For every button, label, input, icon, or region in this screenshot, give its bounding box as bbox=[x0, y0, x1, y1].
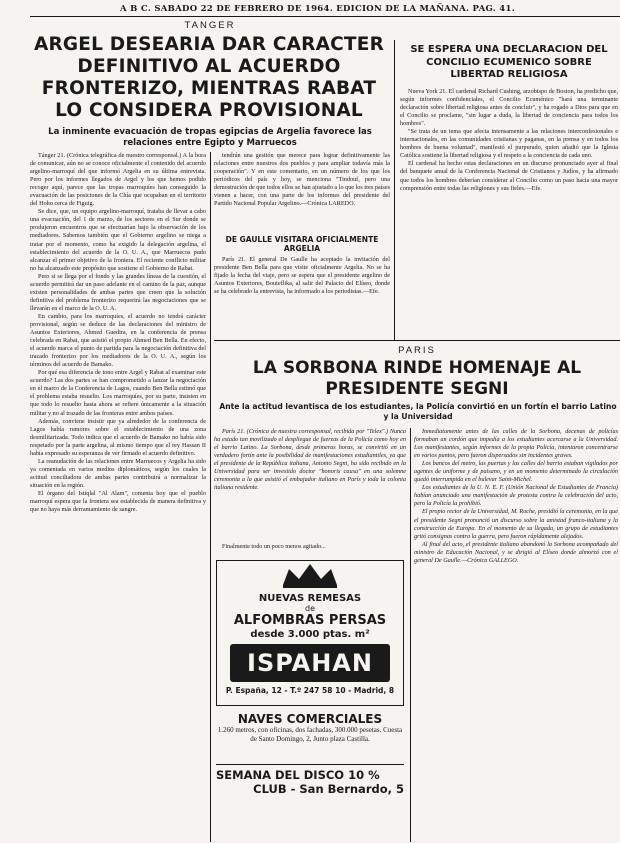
page-folio: A B C. SABADO 22 DE FEBRERO DE 1964. EDICION DE LA MAÑANA. PAG. 41. bbox=[120, 4, 515, 14]
ad-line: NUEVAS REMESAS bbox=[258, 593, 362, 604]
ad-title: ALFOMBRAS PERSAS bbox=[233, 613, 387, 628]
paris-subhead: Ante la actitud levantisca de los estudiantes, la Policía convirtió en un fortín el barrio Latino y la Universidad bbox=[219, 402, 617, 421]
concilio-text bbox=[400, 88, 618, 338]
column-rule bbox=[394, 40, 395, 340]
column-rule bbox=[410, 428, 411, 842]
paris-paragraph: Al final del acto, el presidente italiano abandonó la Sorbona acompañado del ministro de Educación Nacional, y se dirigió al Elíseo donde almorzó con el general De Gaulle.—Crónica GALLEGO. bbox=[414, 540, 618, 564]
tanger-paragraph: Por qué esa diferencia de tono entre Argel y Rabat al examinar este acuerdo? Las dos partes se han comprometido a lanzar la negociación en el marco de la Conferencia de Lagos, cuando Ben Bella estimó que el problema estaba resuelto. Los marroquíes, por su parte, insisten en que todo lo resuelto hasta ahora se refiere únicamente a la situación militar y no al trazado de las fronteras entre ambos países. bbox=[30, 369, 206, 417]
carpet-advertisement bbox=[216, 560, 404, 706]
tanger-paragraph: La reanudación de las relaciones entre Marruecos y Argelia ha sido ya comentada en varios medios diplomáticos, según los cuales la actitud conciliadora de ambas partes contribuirá a normalizar la situación en la región. bbox=[30, 457, 206, 489]
column-rule bbox=[210, 152, 211, 842]
tanger-paragraph: El órgano del Istiqlal "Al Alam", comenta hoy que el pueblo marroquí espera que la frontera sea establecida de manera definitiva y que no haya más derramamiento de sangre. bbox=[30, 489, 206, 514]
degaulle-paragraph: París 21. El general De Gaulle ha aceptado la invitación del presidente Ben Bella para que visite oficialmente Argelia. No se ha fijado la fecha del viaje, pero se espera que el presidente argelino de Asuntos Exteriores, Bouteflika, al salir del Palacio del Elíseo, donde se ha celebrado la entrevista, ha informado a los periodistas.—Efe. bbox=[214, 256, 390, 296]
paris-column-1 bbox=[214, 428, 406, 542]
section-rule bbox=[214, 340, 620, 341]
tanger-column-2 bbox=[214, 152, 390, 232]
tanger-paragraph: tendrán una gestión que merece para lograr definitivamente las relaciones entre nuestros dos pueblos y para ampliar todavía más la cooperación". Y en este comentario, en un número de los que los periódicos del país y hoy, se menciona "Tindouf, pero una demostración de que todos ellos se han ajustado a lo que los tres países vienen a hacer, con una parte de los informes del presidente del Partido Nacional Popular Argelino.—Crónica LAREDO. bbox=[214, 152, 390, 208]
paris-column-2 bbox=[414, 428, 618, 842]
tanger-section-tag: TANGER bbox=[184, 20, 236, 31]
concilio-paragraph: El cardenal ha hecho estas declaraciones en un discurso pronunciado ayer al final del banquete anual de la Conferencia Nacional de Cristianos y Judíos, y ha afirmado que todos los hombres deberían considerar al Concilio como un paso hacia una mayor comprensión entre todas las religiones y sus fieles.—Efe. bbox=[400, 160, 618, 192]
ad-line: de bbox=[305, 604, 315, 613]
ad-address: P. España, 12 - T.º 247 58 10 - Madrid, 8 bbox=[225, 686, 395, 695]
crown-ornament-icon bbox=[275, 561, 345, 589]
degaulle-text bbox=[214, 256, 390, 332]
tanger-paragraph: Se dice, que, un equipo argelino-marroquí, trataba de llevar a cabo una evacuación, del 1 de marzo, de los sectores en el Sur donde se produjeron encuentros que se efectuarían bajo la observación de los mediadores. Sabemos también que el Gobierno argelino se niega a tratar por el momento, como ha exigido la delegación argelina, el establecimiento del acuerdo de la O. U. A., que Marruecos pudo alcanzar el primer objetivo de la frontera. El reciente conflicto militar no ha alcanzado este propósito que sostiene el Gobierno de Rabat. bbox=[30, 208, 206, 272]
degaulle-headline: DE GAULLE VISITARA OFICIALMENTE ARGELIA bbox=[225, 235, 379, 253]
paris-paragraph: El propio rector de la Universidad, M. Roche, presidió la ceremonia, en la que el presidente Segni pronunció un discurso sobre la amistad franco-italiana y la construcción de Europa. En el momento de su llegada, un grupo de estudiantes gritó consignas contra la guerra, pero fueron rápidamente alejados. bbox=[414, 508, 618, 540]
semana-disco-advertisement bbox=[216, 768, 404, 802]
paris-paragraph: París 21. (Crónica de nuestra corresponsal, recibida por "Telex".) Nunca ha estado tan movilizado el despliegue de fuerzas de la Policía como hoy en el barrio Latino. La Sorbona, desde primeras horas, se convirtió en un verdadero fortín ante la posibilidad de manifestaciones estudiantiles, ya que el presidente de la República italiana, Antonio Segni, ha sido recibido en la Universidad para ser investido doctor "honoris causa" en una solemne ceremonia a la que asistió el embajador italiano en París y toda la colonia italiana residente. bbox=[214, 428, 406, 492]
naves-advertisement bbox=[216, 712, 404, 762]
tanger-paragraph: En cambio, para los marroquíes, el acuerdo no tendrá carácter provisional, según se deduce de las declaraciones del ministro de Asuntos Exteriores, Ahmed Guedira, en la conferencia de prensa celebrada en Rabat, que asistió el propio Ahmed Ben Bella. En efecto, el acuerdo marca el punto de partida para la negociación definitiva del trazado fronterizo por los mediadores de la O. U. A., según los términos del acuerdo de Bamako. bbox=[30, 312, 206, 369]
paris-paragraph: Inmediatamente antes de las calles de la Sorbona, decenas de policías formaban un cordón que impedía a los estudiantes acercarse a la Universidad. Los manifestantes, según informes de la propia Policía, intentaron concentrarse en varios puntos, pero fueron dispersados sin incidentes graves. bbox=[414, 428, 618, 460]
paris-headline: LA SORBONA RINDE HOMENAJE AL PRESIDENTE SEGNI bbox=[252, 358, 582, 399]
naves-text: 1.260 metros, con oficinas, dos fachadas, 300.000 pesetas. Cuesta de Santo Domingo, 2, Junto plaza Castilla. bbox=[217, 726, 403, 743]
paris-column-1-end bbox=[214, 543, 406, 553]
paris-paragraph: Los estudiantes de la U. N. E. F. (Unión Nacional de Estudiantes de Francia) habían anunciado una manifestación de protesta contra la celebración del acto, pero la Policía la prohibió. bbox=[414, 484, 618, 508]
tanger-paragraph: Además, conviene insistir que ya alrededor de la conferencia de Lagos había rumores sobre el establecimiento de una zona desmilitarizada. Todo indica que el acuerdo de Bamako no había sido respetado por la parte argelina, al mismo tiempo que el rey Hassan II había expresado su esperanza de ver firmado el acuerdo definitivo. bbox=[30, 417, 206, 457]
ispahan-logo: ISPAHAN bbox=[230, 644, 390, 682]
ad-rule bbox=[216, 764, 404, 765]
concilio-paragraph: Nueva York 21. El cardenal Richard Cushing, arzobispo de Boston, ha predicho que, según informes confidenciales, el Concilio Ecuménico "hará una terminante declaración sobre libertad religiosa antes de concluir", y ha rogado a Dios para que en el Concilio se proclame, "sin lugar a duda, la libertad de conciencia para todos los hombres". bbox=[400, 88, 618, 128]
paris-paragraph: Los bancos del metro, las puertas y las calles del barrio estaban vigilados por agentes de uniforme y de paisano, y en un momento determinado la circulación quedó interrumpida en el bulevar Saint-Michel. bbox=[414, 460, 618, 484]
folio-rule bbox=[30, 16, 620, 17]
tanger-headline: ARGEL DESEARIA DAR CARACTER DEFINITIVO AL ACUERDO FRONTERIZO, MIENTRAS RABAT LO CONSIDERA PROVISIONAL bbox=[33, 34, 385, 121]
naves-title: NAVES COMERCIALES bbox=[237, 712, 383, 726]
tanger-subhead: La inminente evacuación de tropas egipcias de Argelia favorece las relaciones entre Egipto y Marruecos bbox=[48, 127, 372, 148]
paris-section-tag: PARIS bbox=[398, 345, 436, 356]
semana-line-1: SEMANA DEL DISCO 10 % bbox=[216, 768, 380, 782]
paris-paragraph: Finalmente todo un poco menos agitado... bbox=[222, 543, 326, 550]
semana-line-2: CLUB - San Bernardo, 5 bbox=[253, 782, 404, 796]
ad-price: desde 3.000 ptas. m² bbox=[250, 629, 370, 640]
tanger-paragraph: Pero si se llega por el fondo y las grandes líneas de la cuestión, el acuerdo permitirá dar un paso adelante en el camino de la paz, aunque existen personalidades de ambas partes que creen que la solución definitiva del problema fronterizo requerirá las negociaciones que se llevarán en el marco de la O. U. A. bbox=[30, 272, 206, 312]
concilio-paragraph: "Se trata de un tema que afecta intensamente a las relaciones interconfesionales e internacionales, en las comunidades cristianas y paganas, en la prensa y en todos los hombres de buena voluntad", manifestó el purpurado, quien añadió que la Iglesia Católica sostiene la libertad religiosa y el respeto a la conciencia de cada uno. bbox=[400, 128, 618, 160]
tanger-column-1 bbox=[30, 152, 206, 842]
tanger-paragraph: Tánger 21. (Crónica telegráfica de nuestro corresponsal.) A la hora de comunicar, aún no se conoce oficialmente el contenido del acuerdo argelino-marroquí del que informó Argelia en su última entrevista. Pero por los informes llegados de Argel y los que hemos podido recoger aquí, parece que las tropas marroquíes han conseguido la evacuación de las posiciones de la Chía que ocupaban en el territorio del Hoho cerca de Figuig. bbox=[30, 152, 206, 208]
concilio-headline: SE ESPERA UNA DECLARACION DEL CONCILIO ECUMENICO SOBRE LIBERTAD RELIGIOSA bbox=[410, 44, 608, 80]
